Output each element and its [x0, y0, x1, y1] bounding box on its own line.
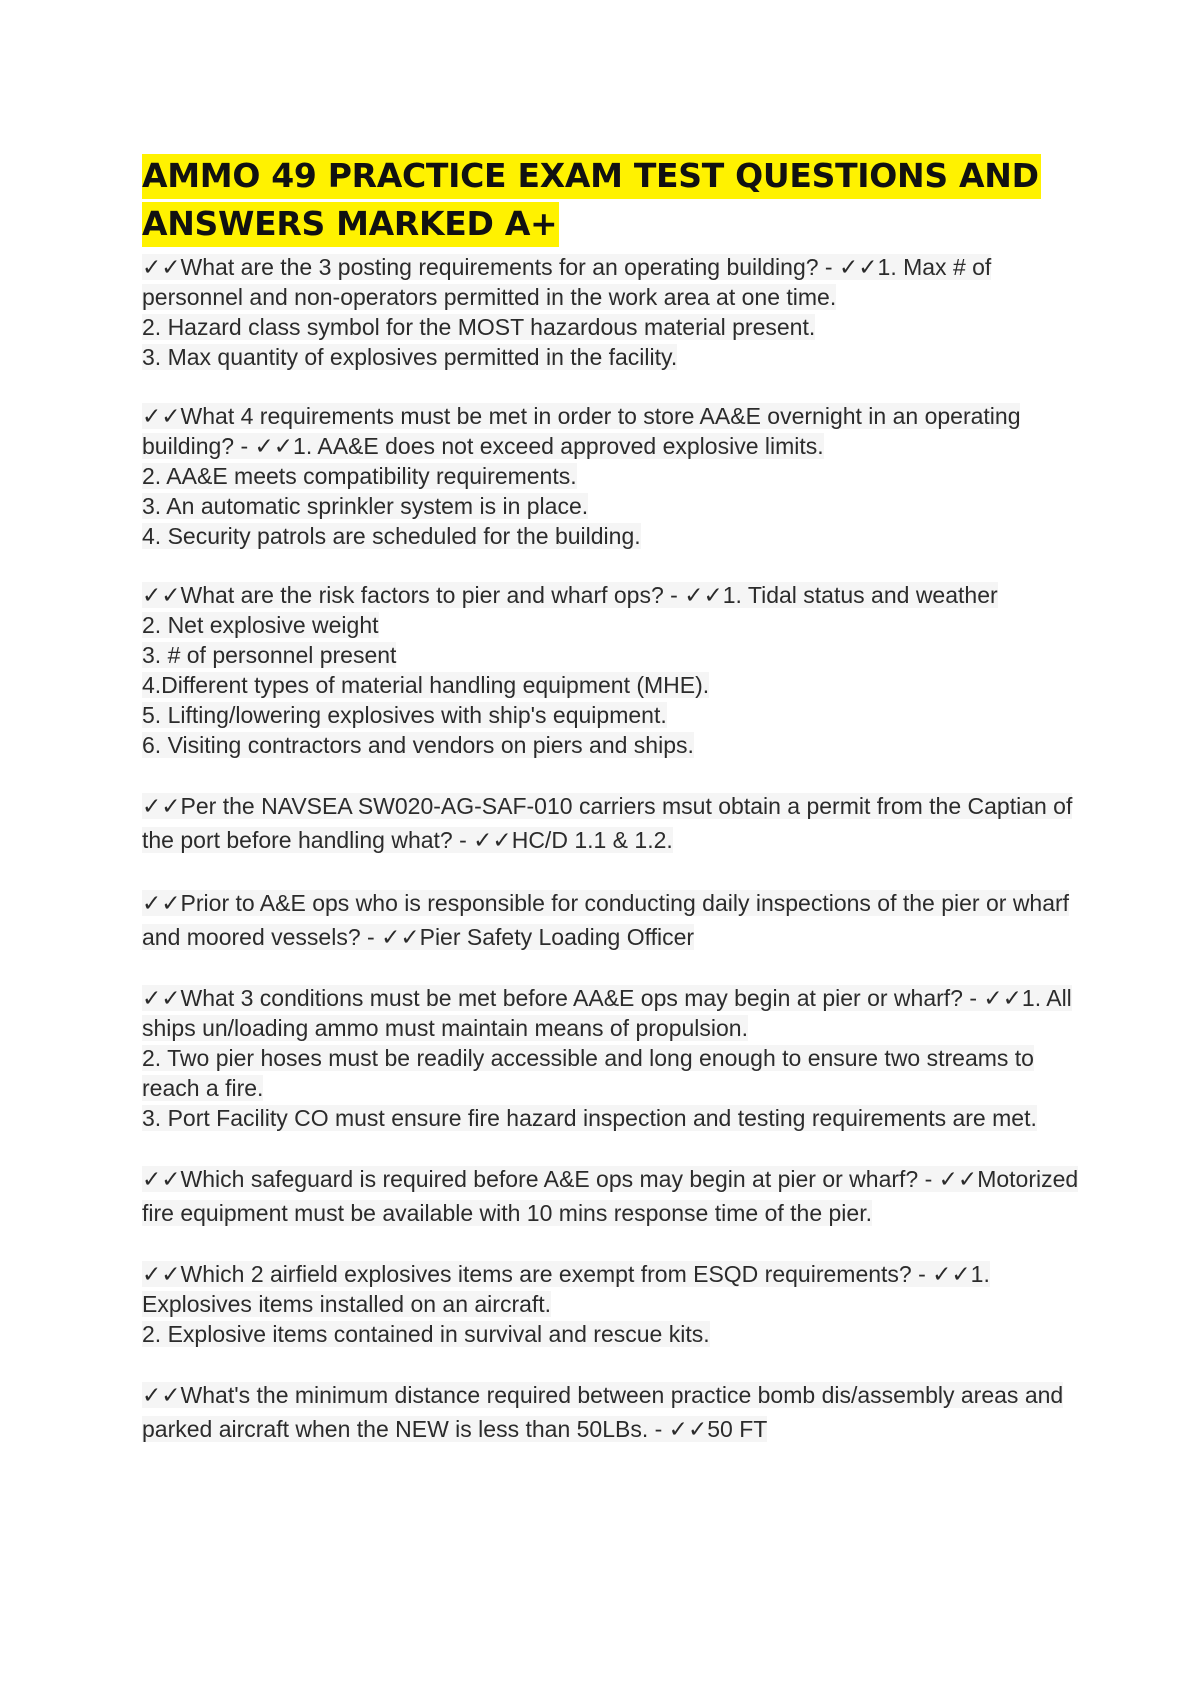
qa-line: ✓✓Prior to A&E ops who is responsible for conducting daily inspections of the pier or wharf and moored vessels? - ✓✓Pier Safety Loading Officer	[142, 890, 1070, 950]
qa-line: ✓✓Which safeguard is required before A&E ops may begin at pier or wharf? - ✓✓Motorized fire equipment must be available with 10 mins response time of the pier.	[142, 1166, 1079, 1226]
qa-item-8	[142, 1259, 1082, 1349]
qa-item-7	[142, 1162, 1082, 1230]
qa-item-2	[142, 401, 1082, 551]
qa-item-9	[142, 1378, 1082, 1446]
document-title	[142, 152, 1082, 248]
qa-line: 2. Hazard class symbol for the MOST hazardous material present.	[142, 314, 816, 340]
qa-line: 4.Different types of material handling equipment (MHE).	[142, 672, 710, 698]
qa-line: ✓✓Which 2 airfield explosives items are exempt from ESQD requirements? - ✓✓1. Explosives items installed on an aircraft.	[142, 1261, 990, 1317]
qa-line: ✓✓What are the 3 posting requirements for an operating building? - ✓✓1. Max # of personnel and non-operators permitted in the work area at one time.	[142, 254, 992, 310]
qa-line: 2. Net explosive weight	[142, 612, 379, 638]
qa-item-1	[142, 252, 1082, 372]
qa-line: 2. Explosive items contained in survival and rescue kits.	[142, 1321, 710, 1347]
qa-line: ✓✓Per the NAVSEA SW020-AG-SAF-010 carriers msut obtain a permit from the Captian of the port before handling what? - ✓✓HC/D 1.1 & 1.2.	[142, 793, 1073, 853]
qa-line: 5. Lifting/lowering explosives with ship's equipment.	[142, 702, 667, 728]
qa-item-4	[142, 789, 1082, 857]
qa-line: 3. Port Facility CO must ensure fire hazard inspection and testing requirements are met.	[142, 1105, 1037, 1131]
title-highlight: AMMO 49 PRACTICE EXAM TEST QUESTIONS AND ANSWERS MARKED A+	[142, 154, 1041, 247]
qa-line: 2. AA&E meets compatibility requirements.	[142, 463, 577, 489]
document-page	[142, 152, 1082, 1475]
qa-line: ✓✓What 4 requirements must be met in order to store AA&E overnight in an operating building? - ✓✓1. AA&E does not exceed approved explosive limits.	[142, 403, 1021, 459]
qa-item-5	[142, 886, 1082, 954]
qa-line: ✓✓What are the risk factors to pier and wharf ops? - ✓✓1. Tidal status and weather	[142, 582, 998, 608]
qa-item-3	[142, 580, 1082, 760]
qa-line: 3. # of personnel present	[142, 642, 397, 668]
qa-line: 6. Visiting contractors and vendors on piers and ships.	[142, 732, 694, 758]
qa-line: 3. Max quantity of explosives permitted in the facility.	[142, 344, 678, 370]
qa-line: 3. An automatic sprinkler system is in place.	[142, 493, 589, 519]
qa-line: 4. Security patrols are scheduled for the building.	[142, 523, 641, 549]
qa-line: ✓✓What 3 conditions must be met before AA&E ops may begin at pier or wharf? - ✓✓1. All ships un/loading ammo must maintain means of propulsion.	[142, 985, 1072, 1041]
qa-item-6	[142, 983, 1082, 1133]
qa-line: ✓✓What's the minimum distance required between practice bomb dis/assembly areas and parked aircraft when the NEW is less than 50LBs. - ✓✓50 FT	[142, 1382, 1064, 1442]
qa-line: 2. Two pier hoses must be readily accessible and long enough to ensure two streams to reach a fire.	[142, 1045, 1034, 1101]
